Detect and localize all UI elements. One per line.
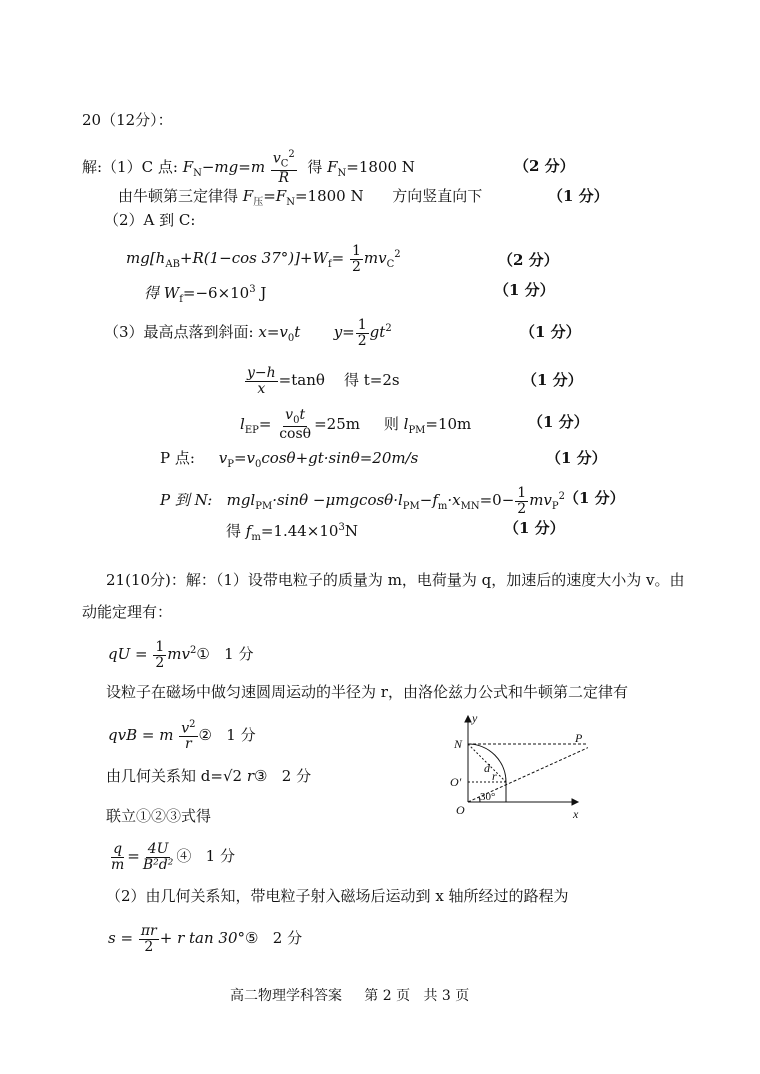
score-1: （1 分） [528,413,589,431]
q20-part2-equation: $mg[h_{AB}+R(1-\cos$ $37^\circ)]+W_f=$ $\frac{1}{2}$ $mv_C^2$ [126,243,401,275]
q21-text5: （2）由几何关系知，带电粒子射入磁场后运动到 x 轴所经过的路程为 [106,887,569,905]
fraction-4u-over-b2d2: $\frac{4U}{\text{B²d²}}$ [142,841,174,873]
q21-intro-line2: 动能定理有： [82,603,173,621]
fraction-v2-over-r: $\frac{v^2}{r}$ [181,719,196,753]
fraction-one-half: $\frac{1}{2}$ [352,243,361,275]
score-1: （1 分） [522,371,583,389]
score-2: （2 分） [514,157,575,175]
q20-header: 20（12分）： [82,111,173,129]
q21-eq5: s = $\frac{\pi r}{2}$ + r tan 30°⑤ 2 分 [108,923,303,955]
q21-eq1: qU = $\frac{1}{2}$ $mv^2①$ 1 分 [108,639,254,671]
fraction-pi-r-over-2: $\frac{\pi r}{2}$ [140,923,157,955]
q20-part2-result: 得 $W_f=-6\times 10^3$ J [144,284,267,305]
fraction-y-minus-h-over-x: $\frac{y-h}{x}$ [247,365,276,397]
q21-eq2: qvB = m $\frac{v^2}{r}$ ② 1 分 [108,719,256,753]
label-p: P [575,731,583,745]
score-2: （2 分） [498,251,559,269]
fraction-one-half: $\frac{1}{2}$ [155,639,165,671]
score-1: （1 分） [548,187,609,205]
q21-eq3: 由几何关系知 d=√2 r③ 2 分 [106,767,312,785]
q21-text4: 联立①②③式得 [106,807,212,825]
q20-part1-equation: 解:（1）C 点: $F_N-mg=m$ $\frac{v_C^2}{R}$ 得 $F_N=1800$ N [82,149,415,186]
q20-part3-fm: 得 $f_m=1.44\times 10^3N$ [226,522,358,543]
q20-part1-third-law: 由牛顿第三定律得 $F_压=F_N=1800$ N 方向竖直向下 [118,187,483,208]
label-x: x [573,807,579,821]
label-o-prime: O′ [450,775,462,789]
score-1: （1 分） [546,449,607,467]
fraction-one-half: $\frac{1}{2}$ [357,317,367,349]
q21-text2: 设粒子在磁场中做匀速圆周运动的半径为 r，由洛伦兹力公式和牛顿第二定律有 [106,683,628,701]
page-footer: 高二物理学科答案 第 2 页 共 3 页 [230,988,470,1004]
label-y: y [472,712,478,725]
q20-part3-tan: $\frac{y-h}{x}$ =tanθ 得 t=2s [247,365,400,397]
fraction-v0t-over-cos: $\frac{v_0t}{\cos\theta}$ [279,407,312,443]
score-1: （1 分） [494,281,555,299]
label-d: d [484,761,490,775]
q21-intro-line1: 21(10分)：解：（1）设带电粒子的质量为 m，电荷量为 q，加速后的速度大小为 v。由 [106,571,685,589]
x-axis-arrow [572,799,578,805]
label-30-degrees: 30° [480,791,496,803]
score-1: （1 分） [564,489,625,507]
geometry-diagram [448,712,588,824]
q20-part3-p-point: P 点: $v_P=v_0\cos\theta+gt\cdot\sin\theta=20m/s$ [160,449,419,470]
y-axis-arrow [465,716,471,722]
fraction-q-over-m: $\frac{q}{m}$ [111,841,125,873]
label-n: N [454,737,463,751]
q21-eq4: $\frac{q}{m}$ = $\frac{4U}{\text{B²d²}}$ ④ 1 分 [111,841,235,873]
q20-part2-head: （2）A 到 C: [104,211,196,229]
q20-part3-line1: （3）最高点落到斜面: $x=v_0t$ y= $\frac{1}{2}$ $gt^2$ [104,317,392,349]
score-1: （1 分） [504,519,565,537]
fraction-one-half: $\frac{1}{2}$ [517,485,527,517]
fraction-vc2-over-r: $\frac{v_C^2}{R}$ [272,149,295,186]
label-r: r [492,769,497,783]
q20-part3-p-to-n: P 到 N: $mgl_{PM}\cdot\sin\theta -\mu mgcos\theta\cdot l_{PM}-f_m\cdot x_{MN}=0-$ $\frac{1}{2}$ $mv_P^2$ [160,485,566,517]
q20-part3-lep: $l_{EP}=$ $\frac{v_0t}{\cos\theta}$ =25m 则 $l_{PM}=10m$ [240,407,472,443]
score-1: （1 分） [520,323,581,341]
label-o: O [456,803,465,817]
